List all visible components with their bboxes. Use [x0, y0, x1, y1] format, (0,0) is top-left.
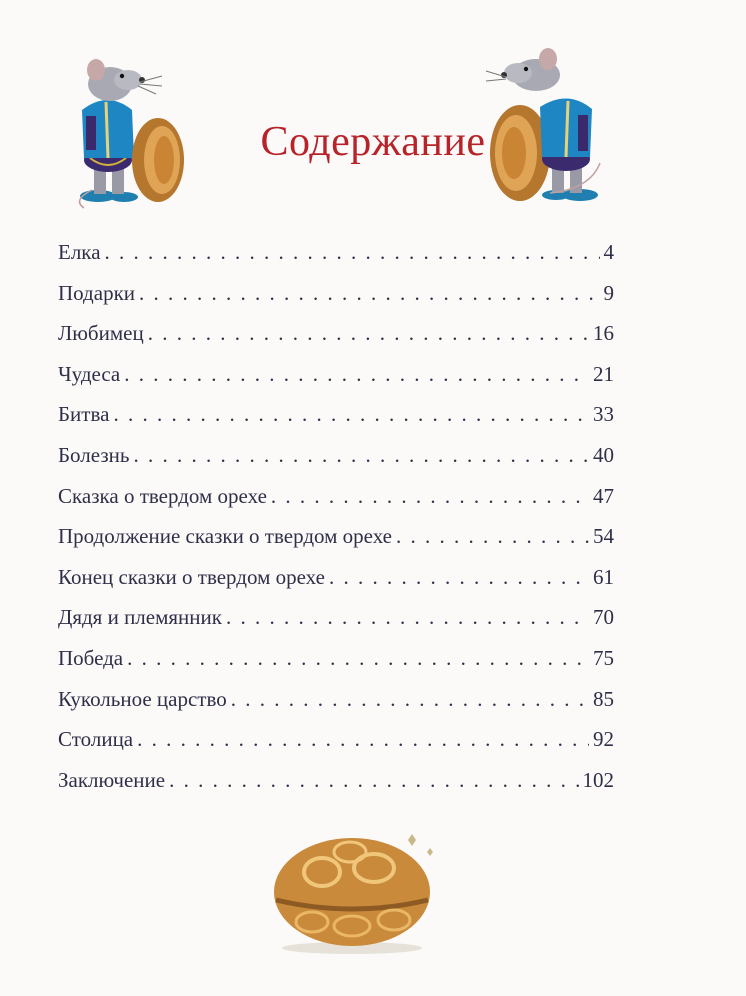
- toc-entry: [58, 402, 614, 443]
- toc-leader-dots: [148, 321, 589, 346]
- toc-entry-title: Елка: [58, 240, 101, 264]
- toc-leader-dots: [169, 768, 578, 793]
- toc-entry-page: 16: [593, 321, 614, 346]
- toc-entry-title: Дядя и племянник: [58, 605, 222, 630]
- toc-entry: [58, 321, 614, 362]
- toc-leader-dots: [113, 402, 589, 427]
- toc-entry: [58, 605, 614, 646]
- toc-leader-dots: [329, 565, 589, 590]
- toc-entry-page: 92: [593, 727, 614, 752]
- toc-entry-title: Кукольное царство: [58, 686, 227, 711]
- toc-leader-dots: [105, 240, 600, 265]
- toc-entry-page: 61: [593, 564, 614, 589]
- toc-entry-title: Продолжение сказки о твердом орехе: [58, 524, 392, 549]
- toc-entry-title: Болезнь: [58, 442, 130, 467]
- toc-entry-title: Сказка о твердом орехе: [58, 483, 267, 508]
- toc-entry: [58, 281, 614, 322]
- toc-leader-dots: [231, 687, 589, 712]
- toc-entry-title: Любимец: [58, 321, 144, 346]
- toc-entry-page: 85: [593, 686, 614, 711]
- toc-entry-title: Победа: [58, 645, 124, 670]
- toc-entry-page: 54: [593, 524, 614, 549]
- toc-leader-dots: [127, 646, 589, 671]
- table-of-contents: [58, 240, 614, 808]
- toc-entry-page: 33: [593, 402, 614, 427]
- toc-leader-dots: [396, 524, 589, 549]
- toc-entry: [58, 484, 614, 525]
- toc-leader-dots: [137, 727, 589, 752]
- walnut-illustration: [262, 822, 442, 957]
- toc-entry: [58, 727, 614, 768]
- toc-leader-dots: [226, 605, 589, 630]
- toc-entry-title: Столица: [58, 727, 134, 752]
- toc-entry-page: 75: [593, 645, 614, 670]
- toc-leader-dots: [133, 443, 589, 468]
- page-title: Содержание: [260, 119, 486, 165]
- toc-entry-title: Заключение: [58, 767, 166, 792]
- toc-entry-page: 40: [593, 442, 614, 467]
- toc-entry-title: Подарки: [58, 280, 136, 305]
- toc-entry-page: 9: [603, 280, 614, 305]
- toc-entry-title: Конец сказки о твердом орехе: [58, 564, 325, 589]
- toc-entry-page: 21: [593, 361, 614, 386]
- toc-entry-page: 47: [593, 483, 614, 508]
- toc-entry: [58, 768, 614, 809]
- toc-entry: [58, 565, 614, 606]
- toc-leader-dots: [124, 362, 589, 387]
- toc-entry: [58, 443, 614, 484]
- toc-entry: [58, 240, 614, 281]
- toc-entry: [58, 362, 614, 403]
- toc-leader-dots: [271, 484, 589, 509]
- toc-entry-page: 102: [582, 767, 614, 792]
- toc-entry-page: 70: [593, 605, 614, 630]
- toc-entry: [58, 524, 614, 565]
- toc-entry-title: Битва: [58, 402, 110, 427]
- toc-entry-title: Чудеса: [58, 361, 121, 386]
- toc-entry-page: 4: [603, 240, 614, 264]
- toc-leader-dots: [139, 281, 599, 306]
- toc-entry: [58, 687, 614, 728]
- toc-entry: [58, 646, 614, 687]
